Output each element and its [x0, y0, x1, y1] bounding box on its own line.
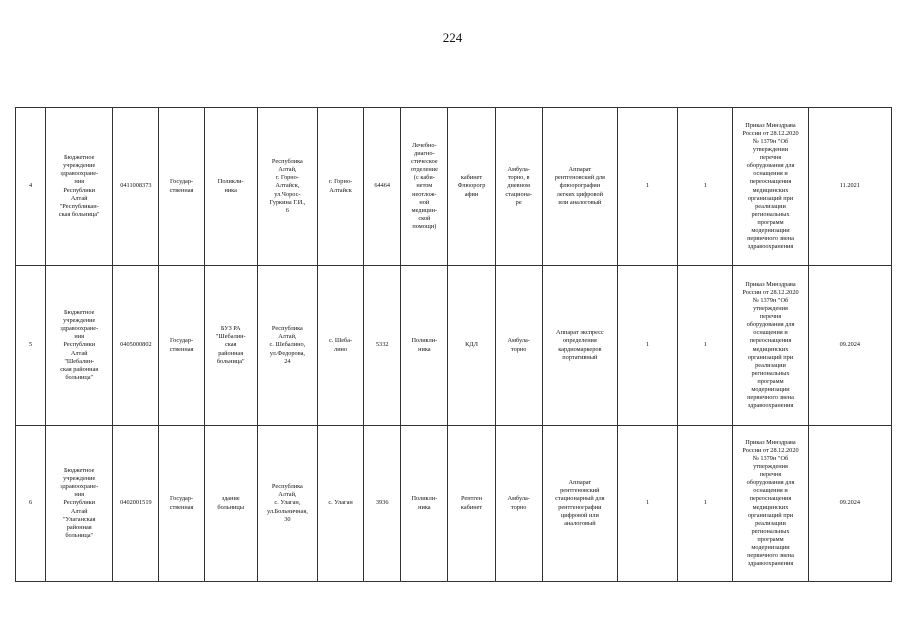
equipment-name: Аппарат рентгеновский стационарный для рентгенографии цифровой или аналоговый — [555, 479, 605, 527]
row-number: 5 — [28, 341, 33, 349]
table-row — [16, 426, 892, 582]
code-cell — [113, 266, 159, 426]
department-name: Поликли- ника — [217, 178, 244, 194]
unit-name: Поликли- ника — [411, 337, 438, 353]
settlement: с. Улаган — [328, 499, 353, 507]
room-cell — [448, 108, 495, 266]
institution-name: Бюджетное учреждение здравоохране- ния Республики Алтай "Республикан- ская больница" — [58, 154, 100, 218]
settlement-cell — [317, 266, 363, 426]
row-number-cell — [16, 426, 46, 582]
population: 5332 — [375, 341, 389, 349]
address: Республика Алтай, г. Горно- Алтайск, ул.Чорос- Гуркина Г.И., 6 — [269, 158, 306, 214]
equipment-name: Аппарат рентгеновский для флюорографии легких цифровой или аналоговый — [554, 166, 605, 206]
room-name: Рентген кабинет — [460, 495, 483, 511]
quantity-a: 1 — [646, 341, 650, 349]
department-name: БУЗ РА "Шебалин- ская районная больница" — [215, 325, 246, 365]
department-cell — [204, 108, 257, 266]
quantity-cell — [617, 108, 677, 266]
care-type: Амбула- торно — [507, 337, 530, 353]
order-cell — [733, 426, 808, 582]
row-number-cell — [16, 108, 46, 266]
code-cell — [113, 108, 159, 266]
institution-code: 0405000802 — [120, 341, 152, 349]
population-cell — [364, 426, 401, 582]
department-name: здание больницы — [217, 495, 244, 511]
order-reference: Приказ Минздрава России от 28.12.2020 № 1379н "Об утверждения перечня оборудования для оснащения и переоснащения медицинских организаций при реализации региональных программ модернизации первичного звена здравоохранения — [742, 281, 799, 409]
settlement-cell — [317, 108, 363, 266]
institution-name: Бюджетное учреждение здравоохране- ния Республики Алтай "Шебалин- ская районная больница" — [60, 309, 99, 381]
settlement-cell — [317, 426, 363, 582]
care-type-cell — [495, 266, 542, 426]
institution-cell — [46, 266, 113, 426]
quantity-a: 1 — [646, 499, 650, 507]
care-type: Амбула- торно — [507, 495, 530, 511]
equipment-name: Аппарат экспресс определения кардиомаркеров портативный — [556, 329, 604, 361]
ownership-type: Государ- ственная — [169, 178, 194, 194]
order-cell — [733, 266, 808, 426]
date-cell — [808, 266, 891, 426]
row-number-cell — [16, 266, 46, 426]
equipment-cell — [542, 108, 617, 266]
date: 11.2021 — [839, 182, 860, 190]
ownership-type: Государ- ственная — [169, 495, 194, 511]
equipment-cell — [542, 426, 617, 582]
date: 09.2024 — [839, 499, 861, 507]
quantity-b: 1 — [703, 341, 707, 349]
population: 64464 — [374, 182, 391, 190]
care-type-cell — [495, 108, 542, 266]
address-cell — [257, 266, 317, 426]
institution-name: Бюджетное учреждение здравоохране- ния Республики Алтай "Улаганская районная больница" — [60, 467, 99, 539]
department-cell — [204, 426, 257, 582]
quantity-cell — [617, 266, 677, 426]
quantity-cell — [678, 426, 733, 582]
quantity-a: 1 — [646, 182, 650, 190]
unit-cell — [401, 266, 448, 426]
row-number: 4 — [28, 182, 33, 190]
unit-name: Лечебно- диагно- стическое отделение (с каби- нетом неотлож- ной медицин- ской помощи) — [410, 142, 438, 230]
unit-cell — [401, 426, 448, 582]
quantity-b: 1 — [703, 499, 707, 507]
population: 3936 — [375, 499, 389, 507]
ownership-cell — [159, 426, 204, 582]
address-cell — [257, 108, 317, 266]
institution-code: 0411008373 — [120, 182, 152, 190]
address: Республика Алтай, с. Улаган, ул.Больничная, 30 — [266, 483, 308, 523]
department-cell — [204, 266, 257, 426]
room-cell — [448, 426, 495, 582]
institution-cell — [46, 108, 113, 266]
date: 09.2024 — [839, 341, 861, 349]
room-name: кабинет Флюорогр афии — [457, 174, 486, 198]
care-type-cell — [495, 426, 542, 582]
order-cell — [733, 108, 808, 266]
unit-cell — [401, 108, 448, 266]
ownership-cell — [159, 266, 204, 426]
quantity-cell — [678, 266, 733, 426]
institution-cell — [46, 426, 113, 582]
ownership-type: Государ- ственная — [169, 337, 194, 353]
settlement: с. Шеба- лино — [328, 337, 353, 353]
settlement: г. Горно- Алтайск — [329, 178, 353, 194]
care-type: Амбула- торно, в дневном стациона- ре — [505, 166, 532, 206]
room-name: КДЛ — [465, 341, 478, 349]
row-number: 6 — [28, 499, 33, 507]
order-reference: Приказ Минздрава России от 28.12.2020 № 1379н "Об утверждения перечня оборудования для оснащения и переоснащения медицинских организаций при реализации региональных программ модернизации первичного звена здравоохранения — [742, 439, 799, 567]
table-row — [16, 266, 892, 426]
order-reference: Приказ Минздрава России от 28.12.2020 № 1379н "Об утверждении перечня оборудования для оснащения и переоснащения медицинских организаций при реализации региональных программ модернизации первичного звена здравоохранения — [742, 122, 799, 250]
date-cell — [808, 426, 891, 582]
quantity-cell — [678, 108, 733, 266]
quantity-cell — [617, 426, 677, 582]
table-row — [16, 108, 892, 266]
population-cell — [364, 108, 401, 266]
equipment-table — [15, 107, 892, 582]
institution-code: 0402001519 — [120, 499, 152, 507]
address: Республика Алтай, с. Шебалино, ул.Федорова, 24 — [269, 325, 306, 365]
page-number: 224 — [442, 30, 463, 45]
address-cell — [257, 426, 317, 582]
ownership-cell — [159, 108, 204, 266]
equipment-cell — [542, 266, 617, 426]
population-cell — [364, 266, 401, 426]
date-cell — [808, 108, 891, 266]
code-cell — [113, 426, 159, 582]
room-cell — [448, 266, 495, 426]
unit-name: Поликли- ника — [411, 495, 438, 511]
quantity-b: 1 — [703, 182, 707, 190]
